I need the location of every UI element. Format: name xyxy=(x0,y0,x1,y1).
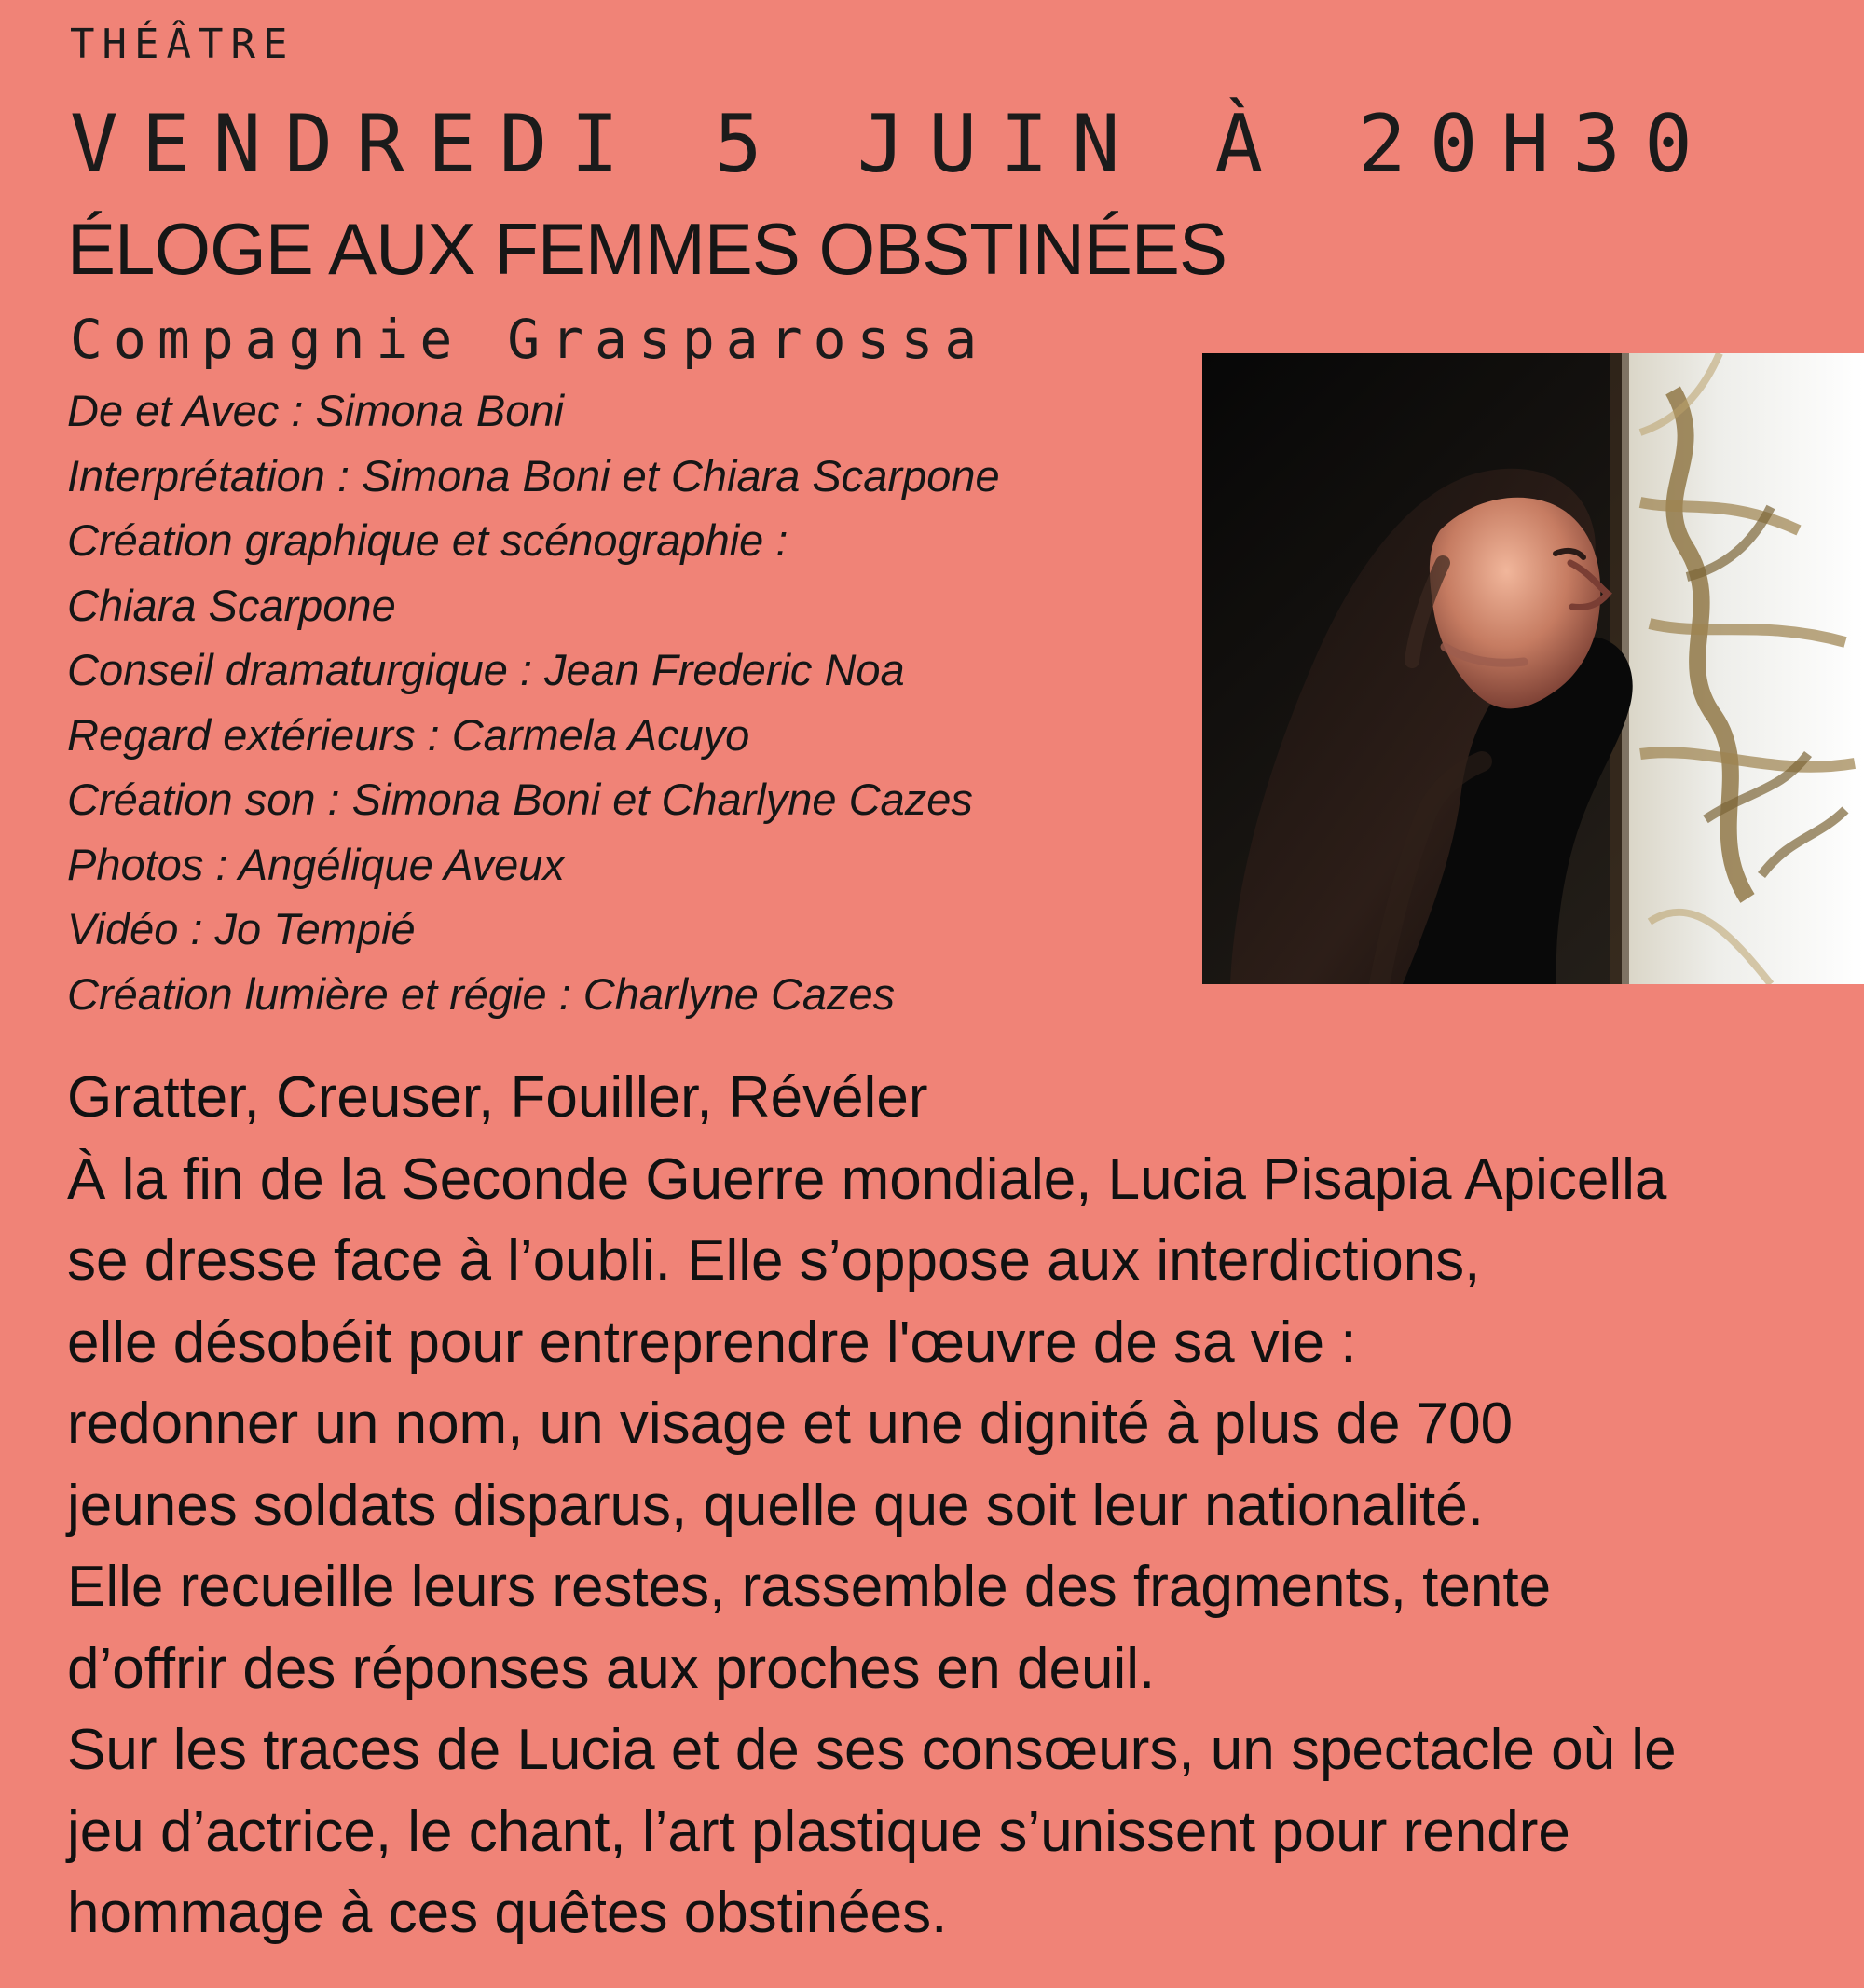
credits-list xyxy=(67,378,1167,1026)
description-line: jeunes soldats disparus, quelle que soit leur nationalité. xyxy=(67,1473,1484,1538)
performer-photo xyxy=(1202,353,1864,984)
performer-photo-illustration xyxy=(1202,353,1864,984)
description-line: À la fin de la Seconde Guerre mondiale, Lucia Pisapia Apicella xyxy=(67,1146,1667,1212)
credit-line: Création son : Simona Boni et Charlyne Cazes xyxy=(67,775,973,824)
credit-line: Vidéo : Jo Tempié xyxy=(67,904,416,953)
credit-line: Photos : Angélique Aveux xyxy=(67,839,565,889)
description-line: Sur les traces de Lucia et de ses consœurs, un spectacle où le xyxy=(67,1718,1677,1782)
description-line: d’offrir des réponses aux proches en deuil. xyxy=(67,1636,1156,1701)
description-line: Elle recueille leurs restes, rassemble des fragments, tente xyxy=(67,1555,1552,1619)
description-line: jeu d’actrice, le chant, l’art plastique s’unissent pour rendre xyxy=(67,1799,1570,1864)
credit-line: Création lumière et régie : Charlyne Cazes xyxy=(67,968,896,1019)
show-title: ÉLOGE AUX FEMMES OBSTINÉES xyxy=(67,208,1227,290)
credit-line: De et Avec : Simona Boni xyxy=(67,386,564,435)
company-name: Compagnie Grasparossa xyxy=(70,308,989,371)
credit-line: Création graphique et scénographie : xyxy=(67,515,788,565)
credit-line: Regard extérieurs : Carmela Acuyo xyxy=(67,709,750,760)
credit-line: Conseil dramaturgique : Jean Frederic Noa xyxy=(67,645,905,694)
description-line: elle désobéit pour entreprendre l'œuvre de sa vie : xyxy=(67,1309,1357,1375)
credit-line: Chiara Scarpone xyxy=(67,580,396,630)
event-date: VENDREDI 5 JUIN À 20H30 xyxy=(70,98,1716,191)
description-line: se dresse face à l’oubli. Elle s’oppose aux interdictions, xyxy=(67,1228,1481,1293)
category-label: THÉÂTRE xyxy=(70,21,295,68)
description-line: redonner un nom, un visage et une dignité à plus de 700 xyxy=(67,1392,1514,1456)
show-description xyxy=(67,1057,1819,1954)
description-line: Gratter, Creuser, Fouiller, Révéler xyxy=(67,1065,928,1130)
credit-line: Interprétation : Simona Boni et Chiara Scarpone xyxy=(67,450,1000,500)
description-line: hommage à ces quêtes obstinées. xyxy=(67,1881,948,1945)
